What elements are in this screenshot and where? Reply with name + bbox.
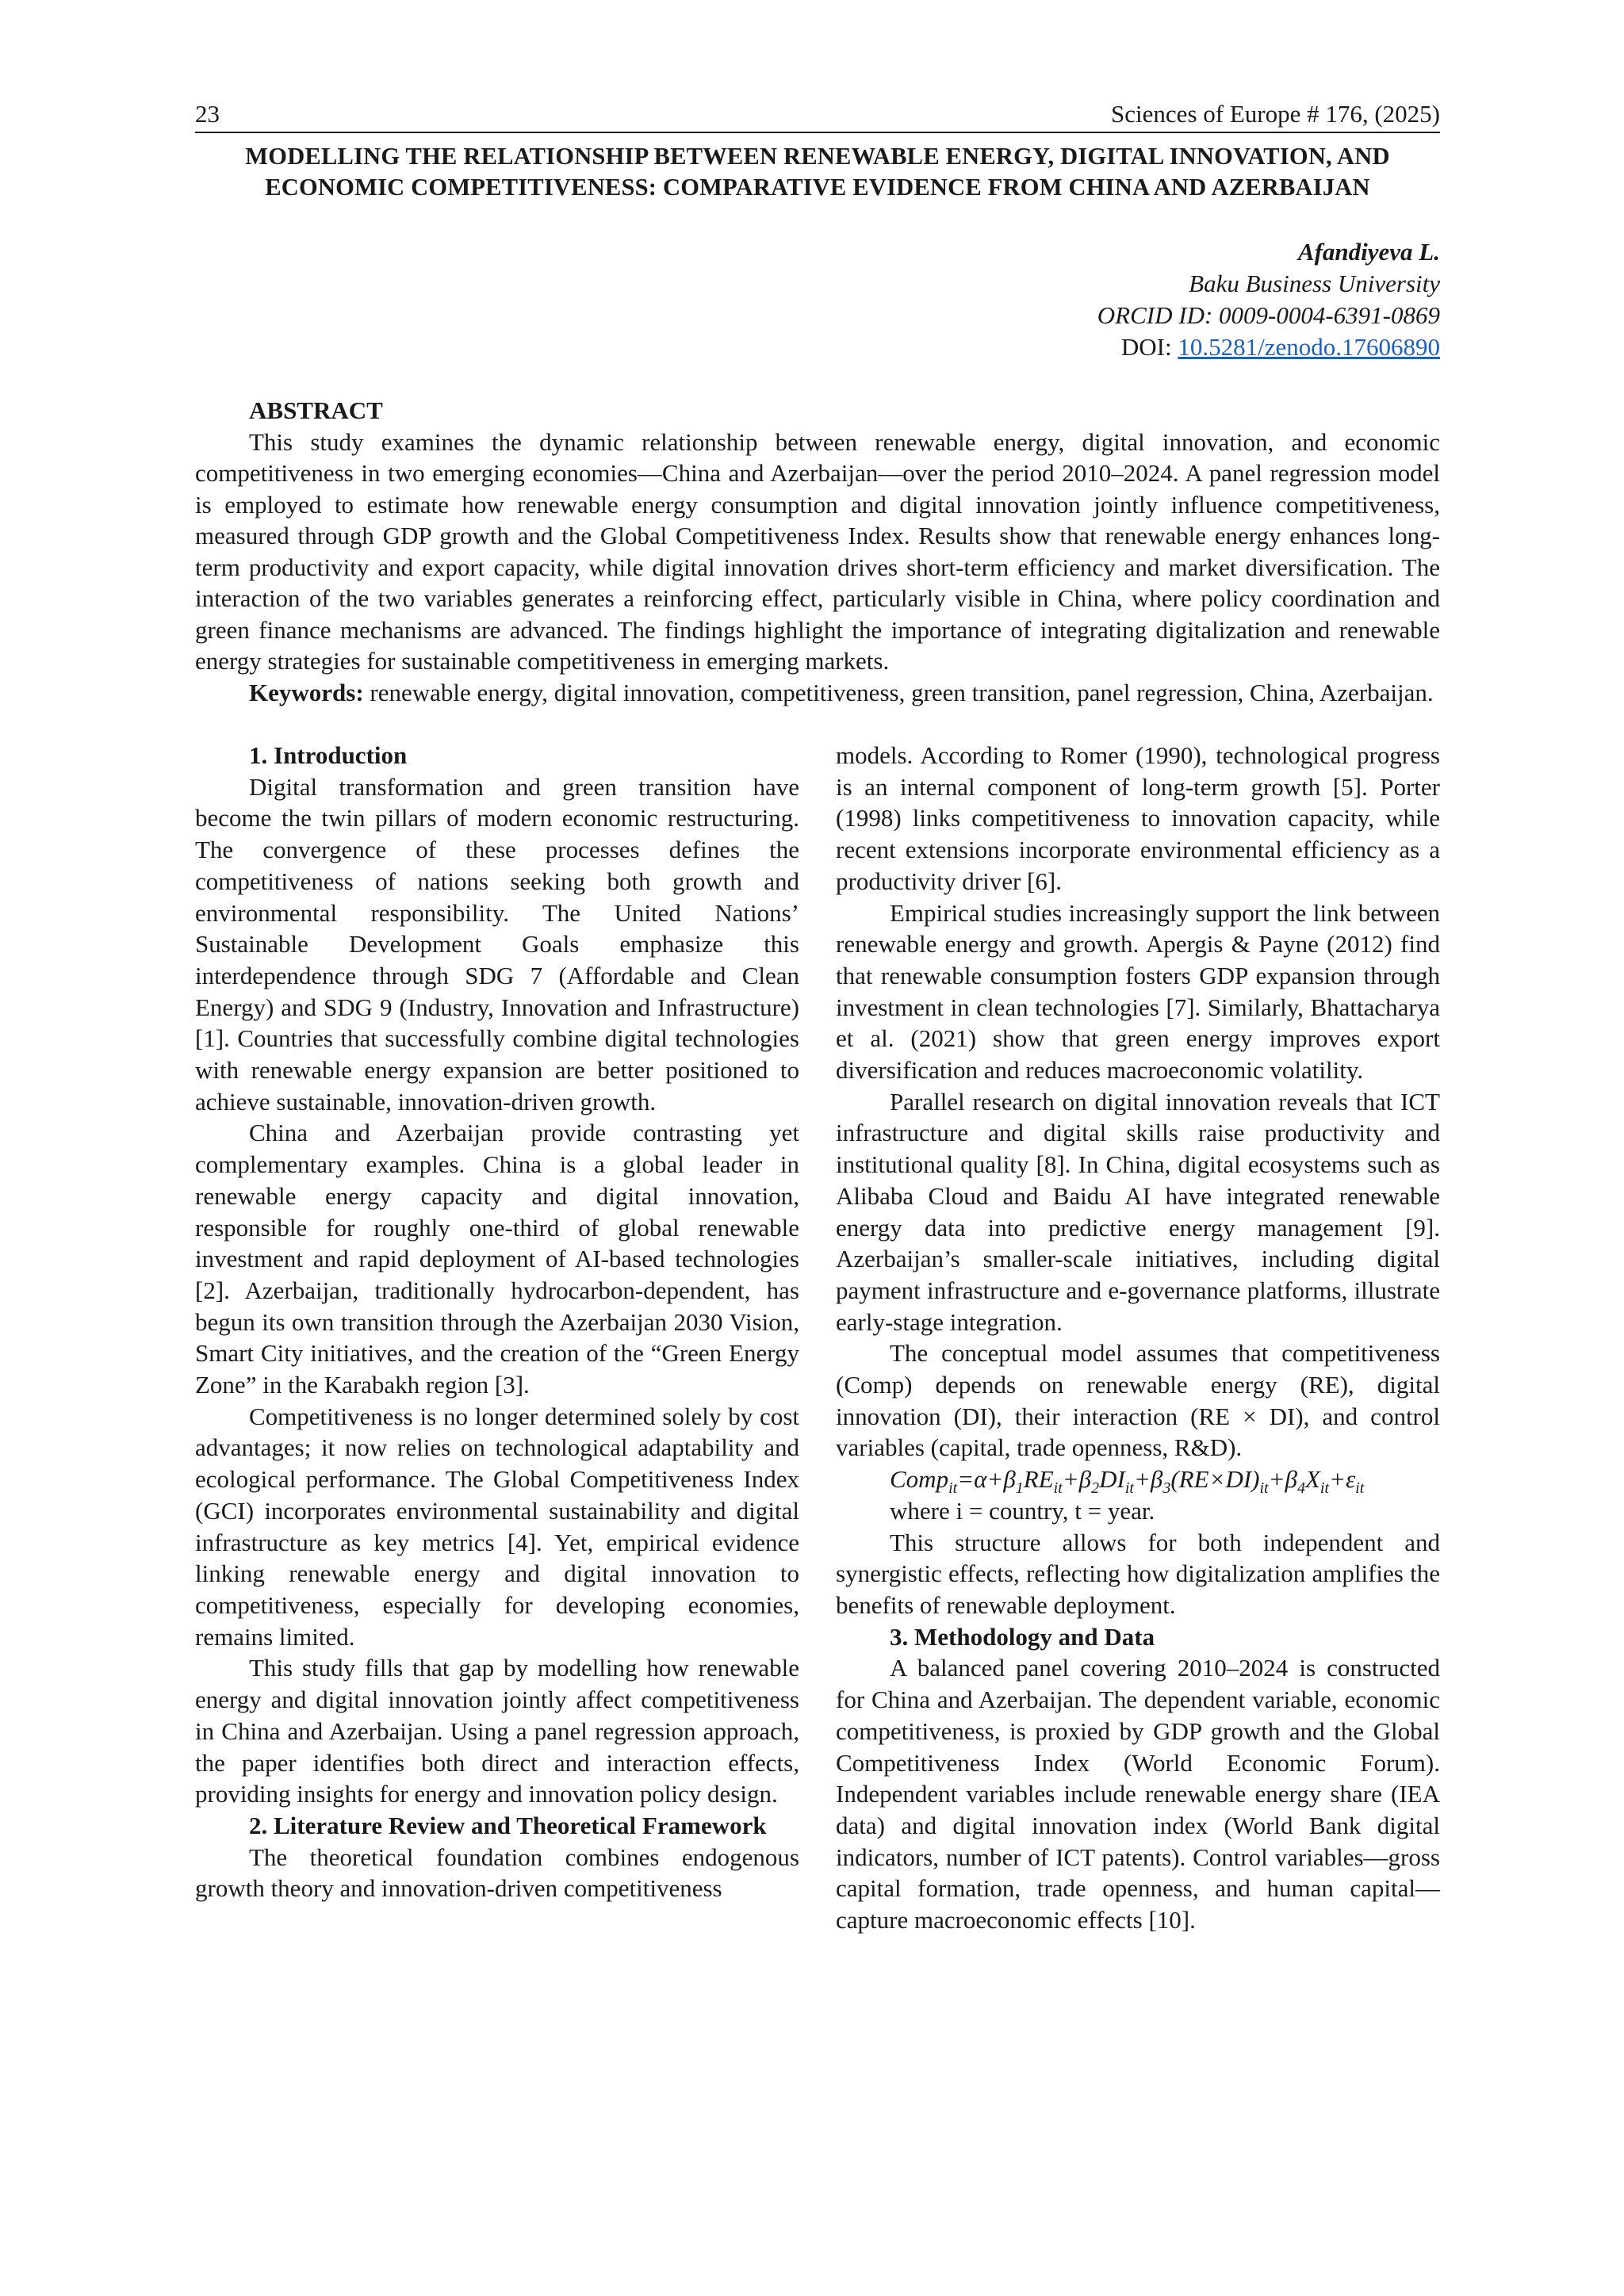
literature-paragraph-4: The conceptual model assumes that competitiveness (Comp) depends on renewable energy (RE), digital innovation (DI), their interaction (RE × DI), and control variables (capital, trade openness, R&D).	[836, 1339, 1440, 1462]
doi-line	[195, 331, 1440, 363]
paper-page	[195, 100, 1440, 1936]
introduction-heading: 1. Introduction	[249, 741, 408, 769]
author-orcid: ORCID ID: 0009-0004-6391-0869	[1097, 301, 1440, 329]
methodology-paragraph-1: A balanced panel covering 2010–2024 is constructed for China and Azerbaijan. The dependent variable, economic competitiveness, is proxied by GDP growth and the Global Competitiveness Index (World Economic Forum). Independent variables include renewable energy share (IEA data) and digital innovation index (World Bank digital indicators, number of ICT patents). Control variables—gross capital formation, trade openness, and human capital—capture macroeconomic effects [10].	[836, 1654, 1440, 1934]
literature-paragraph-2: Empirical studies increasingly support the link between renewable energy and growth. Apergis & Payne (2012) find that renewable consumption fosters GDP expansion through investment in clean technologies [7]. Similarly, Bhattacharya et al. (2021) show that green energy improves export diversification and reduces macroeconomic volatility.	[836, 898, 1440, 1085]
literature-paragraph-5: This structure allows for both independent and synergistic effects, reflecting how digitalization amplifies the benefits of renewable deployment.	[836, 1528, 1440, 1619]
intro-paragraph-4: This study fills that gap by modelling how renewable energy and digital innovation jointly affect competitiveness in China and Azerbaijan. Using a panel regression approach, the paper identifies both direct and interaction effects, providing insights for energy and innovation policy design.	[195, 1654, 799, 1808]
author-block	[195, 236, 1440, 363]
literature-paragraph-1-continued: models. According to Romer (1990), technological progress is an internal component of long-term growth [5]. Porter (1998) links competitiveness to innovation capacity, while recent extensions incorporate environmental efficiency as a productivity driver [6].	[836, 741, 1440, 895]
author-affiliation: Baku Business University	[1189, 270, 1440, 297]
left-column	[195, 740, 799, 1936]
model-equation: $Comp_{it}=\alpha+\beta_1RE_{it}+\beta_2DI_{it}+\beta_3(RE\times DI)_{it}+\beta_4X_{it}+\varepsilon_{it}$	[890, 1465, 1365, 1498]
intro-paragraph-3: Competitiveness is no longer determined solely by cost advantages; it now relies on technological adaptability and ecological performance. The Global Competitiveness Index (GCI) incorporates environmental sustainability and digital infrastructure as key metrics [4]. Yet, empirical evidence linking renewable energy and digital innovation to competitiveness, especially for developing economies, remains limited.	[195, 1402, 799, 1651]
page-number: 23	[195, 100, 220, 128]
equation-where-line: where i = country, t = year.	[890, 1496, 1155, 1525]
doi-link[interactable]: 10.5281/zenodo.17606890	[1178, 333, 1440, 361]
intro-paragraph-1: Digital transformation and green transition have become the twin pillars of modern economic restructuring. The convergence of these processes defines the competitiveness of nations seeking both growth and environmental responsibility. The United Nations’ Sustainable Development Goals emphasize this interdependence through SDG 7 (Affordable and Clean Energy) and SDG 9 (Industry, Innovation and Infrastructure) [1]. Countries that successfully combine digital technologies with renewable energy expansion are better positioned to achieve sustainable, innovation-driven growth.	[195, 772, 799, 1115]
methodology-heading: 3. Methodology and Data	[890, 1622, 1155, 1651]
journal-name: Sciences of Europe # 176, (2025)	[1111, 100, 1440, 128]
keywords-text: renewable energy, digital innovation, competitiveness, green transition, panel regression, China, Azerbaijan.	[370, 678, 1434, 706]
right-column	[836, 740, 1440, 1936]
abstract-heading: ABSTRACT	[249, 396, 383, 424]
abstract-text: This study examines the dynamic relationship between renewable energy, digital innovation, and economic competitiveness in two emerging economies—China and Azerbaijan—over the period 2010–2024. A panel regression model is employed to estimate how renewable energy consumption and digital innovation jointly influence competitiveness, measured through GDP growth and the Global Competitiveness Index. Results show that renewable energy enhances long-term productivity and export capacity, while digital innovation drives short-term efficiency and market diversification. The interaction of the two variables generates a reinforcing effect, particularly visible in China, where policy coordination and green finance mechanisms are advanced. The findings highlight the importance of integrating digitalization and renewable energy strategies for sustainable competitiveness in emerging markets.	[195, 427, 1440, 675]
literature-heading: 2. Literature Review and Theoretical Framework	[249, 1811, 767, 1839]
intro-paragraph-2: China and Azerbaijan provide contrasting yet complementary examples. China is a global leader in renewable energy capacity and digital innovation, responsible for roughly one-third of global renewable investment and rapid deployment of AI-based technologies [2]. Azerbaijan, traditionally hydrocarbon-dependent, has begun its own transition through the Azerbaijan 2030 Vision, Smart City initiatives, and the creation of the “Green Energy Zone” in the Karabakh region [3].	[195, 1119, 799, 1399]
literature-paragraph-1: The theoretical foundation combines endogenous growth theory and innovation-driven competitiveness	[195, 1843, 799, 1903]
literature-paragraph-3: Parallel research on digital innovation reveals that ICT infrastructure and digital skills raise productivity and institutional quality [8]. In China, digital ecosystems such as Alibaba Cloud and Baidu AI have integrated renewable energy data into predictive energy management [9]. Azerbaijan’s smaller-scale initiatives, including digital payment infrastructure and e-governance platforms, illustrate early-stage integration.	[836, 1087, 1440, 1336]
abstract-section	[195, 395, 1440, 708]
author-name: Afandiyeva L.	[1297, 238, 1440, 266]
keywords-line	[195, 677, 1440, 709]
body-columns	[195, 740, 1440, 1936]
doi-label: DOI:	[1120, 333, 1172, 361]
running-header	[195, 100, 1440, 133]
keywords-label: Keywords:	[249, 678, 364, 706]
paper-title: MODELLING THE RELATIONSHIP BETWEEN RENEWABLE ENERGY, DIGITAL INNOVATION, AND ECONOMIC COMPETITIVENESS: COMPARATIVE EVIDENCE FROM CHINA AND AZERBAIJAN	[245, 143, 1390, 201]
